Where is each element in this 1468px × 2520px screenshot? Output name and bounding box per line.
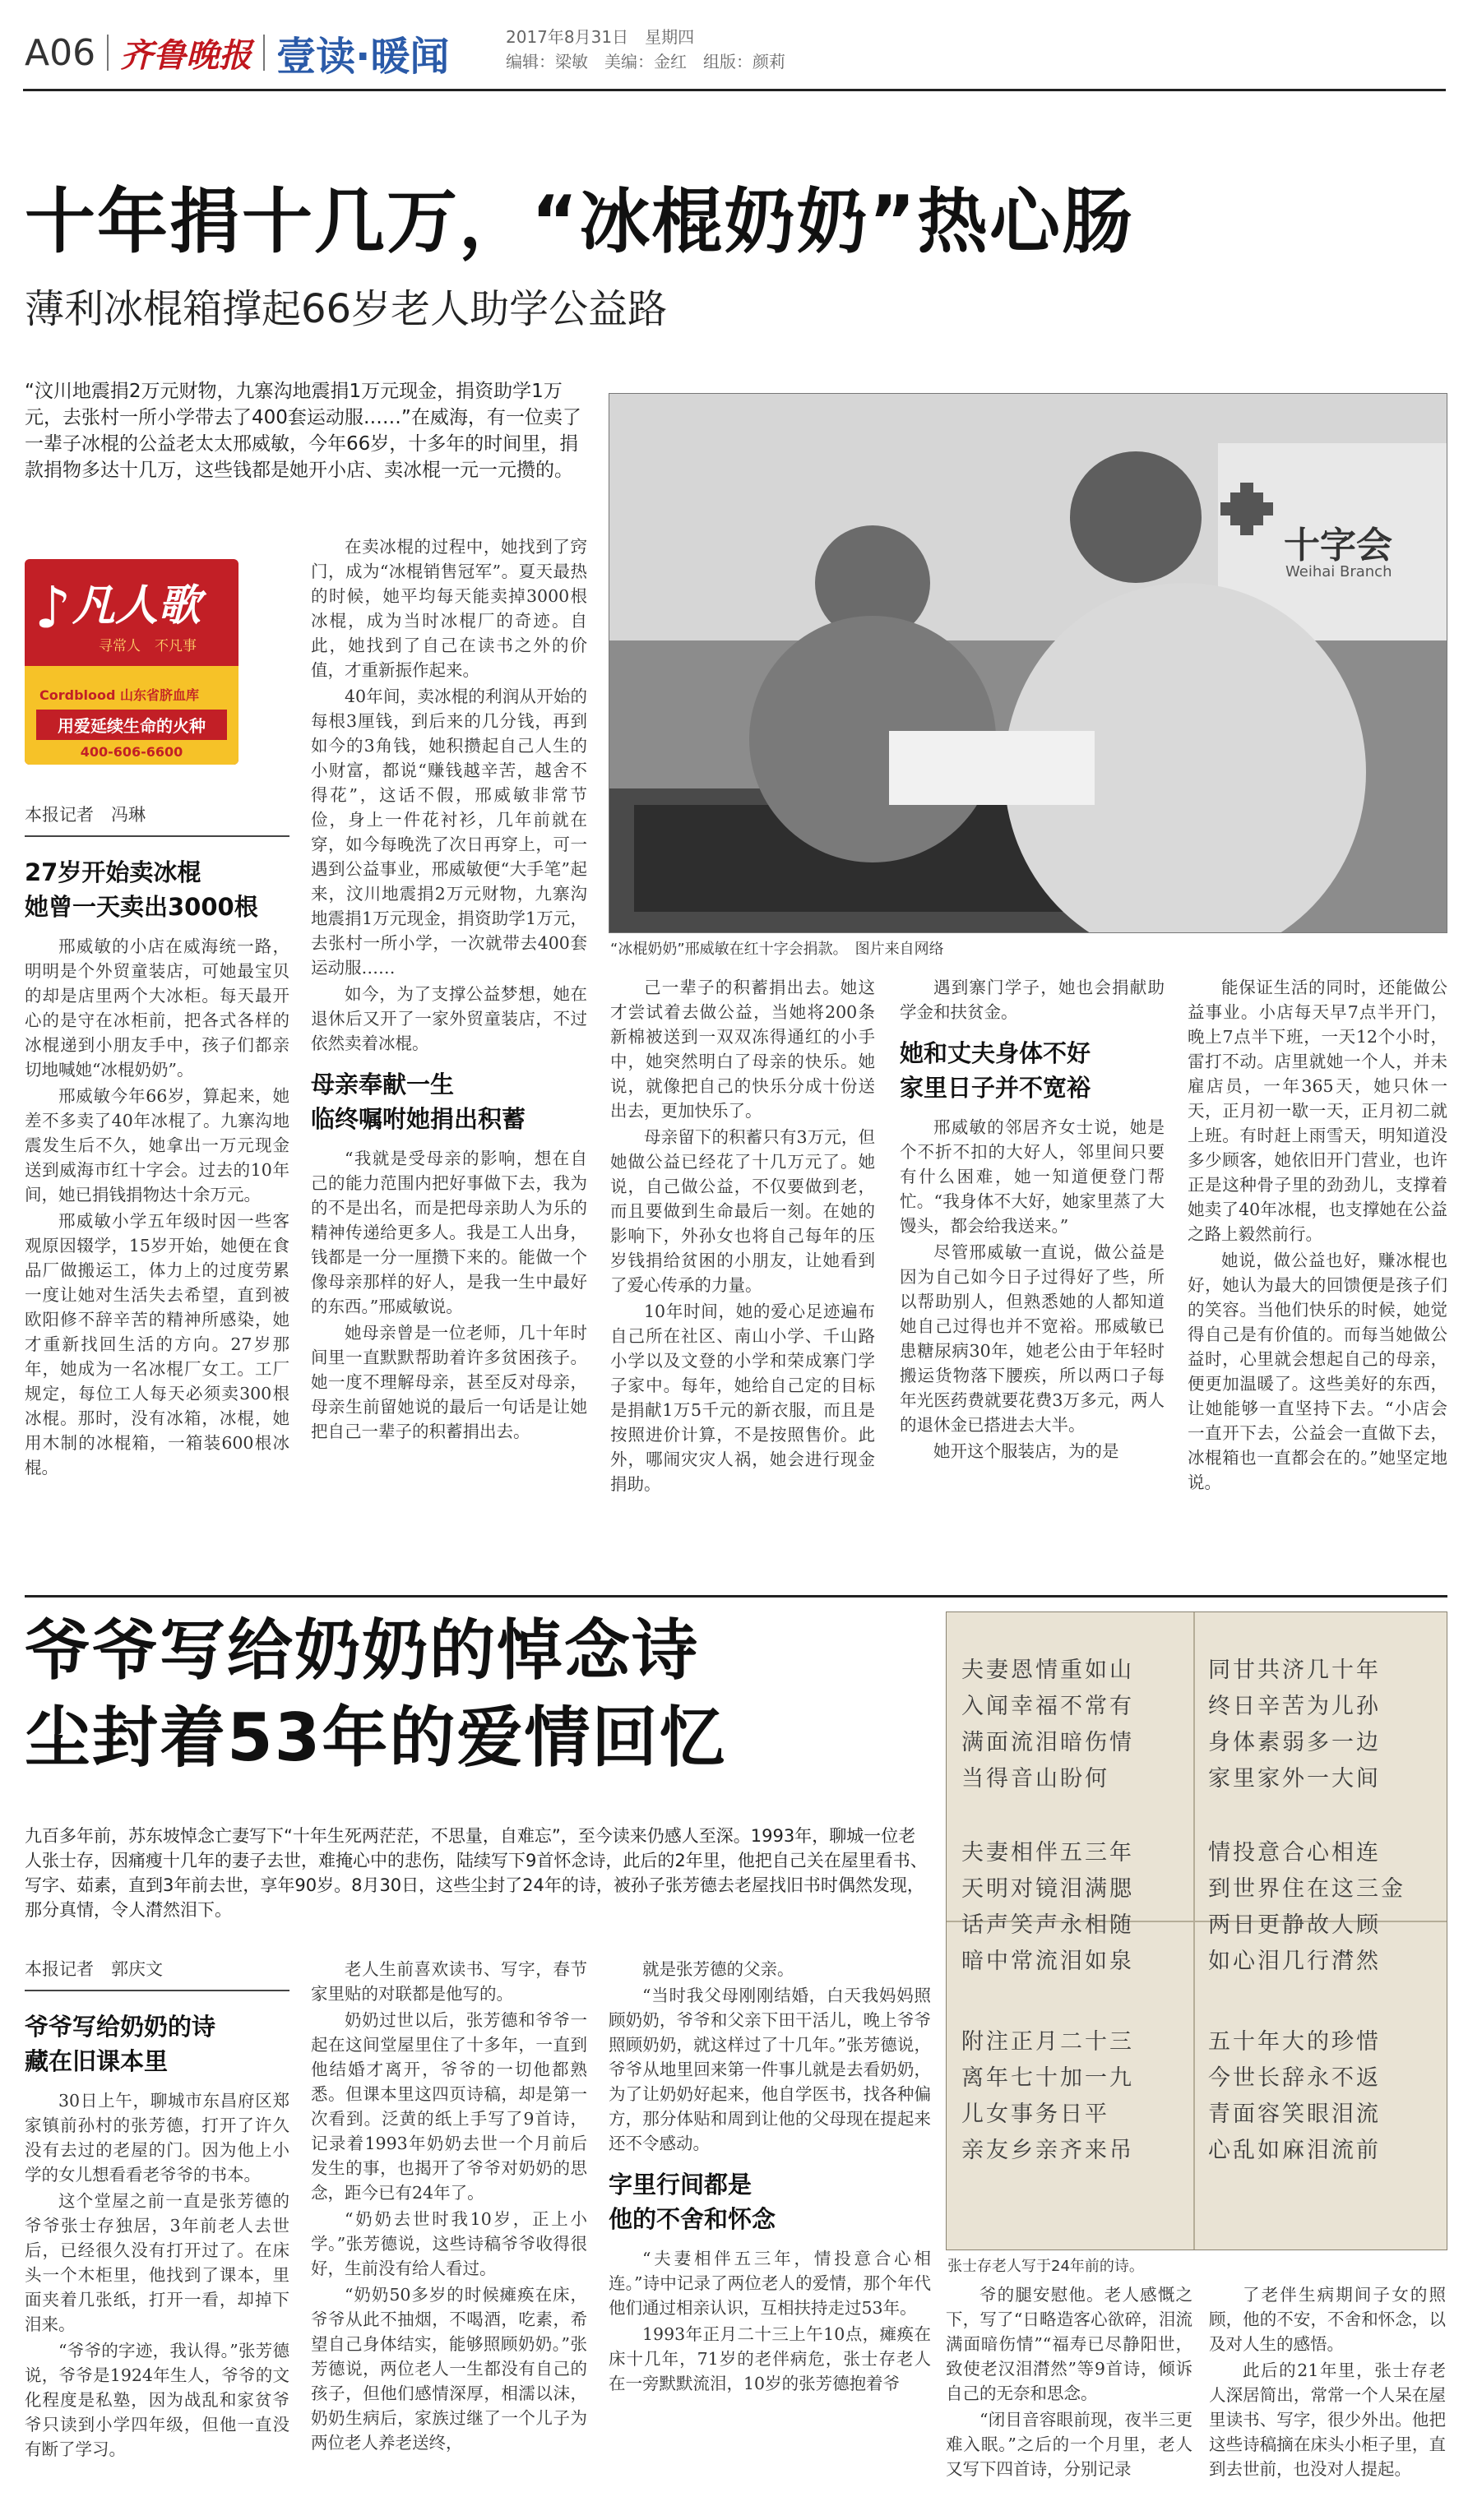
manuscript-line: 青面容笑眼泪流 (1208, 2102, 1381, 2127)
story1-crosshead-1: 27岁开始卖冰棍 她曾一天卖出3000根 (25, 858, 258, 921)
paragraph: 了老伴生病期间子女的照顾，他的不安，不舍和怀念，以及对人生的感悟。 (1209, 2285, 1446, 2354)
story2-crosshead-1: 爷爷写给奶奶的诗 藏在旧课本里 (25, 2013, 216, 2075)
paragraph: 在卖冰棍的过程中，她找到了窍门，成为“冰棍销售冠军”。夏天最热的时候，她平均每天能卖掉3000根冰棍，成为当时冰棍厂的奇迹。自此，她找到了自己在读书之外的价值，才重新振作起来。 (311, 537, 587, 680)
manuscript-line: 两日更静故人顾 (1208, 1912, 1381, 1938)
paragraph: 此后的21年里，张士存老人深居简出，常常一个人呆在屋里读书、写字，很少外出。他把这些诗稿摘在床头小柜子里，直到去世前，也没对人提起。 (1209, 2360, 1446, 2479)
photo-illustration (609, 394, 1447, 932)
manuscript-line: 情投意合心相连 (1208, 1840, 1381, 1866)
story1-crosshead-3: 她和丈夫身体不好 家里日子并不宽裕 (900, 1039, 1091, 1102)
story2-byline: 本报记者 郭庆文 (25, 1957, 289, 1991)
manuscript-line: 天明对镜泪满腮 (961, 1876, 1134, 1902)
manuscript-line: 暗中常流泪如泉 (961, 1949, 1134, 1974)
manuscript-caption: 张士存老人写于24年前的诗。 (947, 2258, 1144, 2275)
story-divider (25, 1595, 1447, 1598)
story2-column-4 (946, 2282, 1192, 2481)
paragraph: “奶奶50多岁的时候瘫痪在床，爷爷从此不抽烟，不喝酒，吃素，希望自己身体结实，能够照顾奶奶。”张芳德说，两位老人一生都没有自己的孩子，但他们感情深厚，相濡以沫，奶奶生病后，家族过继了一个儿子为两位老人养老送终， (311, 2285, 587, 2453)
paragraph: 己一辈子的积蓄捐出去。她这才尝试着去做公益，当她将200条新棉被送到一双双冻得通红的小手中，她突然明白了母亲的快乐。她说，就像把自己的快乐分成十份送出去，更加快乐了。 (610, 978, 875, 1121)
paragraph: 遇到寨门学子，她也会捐献助学金和扶贫金。 (900, 978, 1165, 1022)
ad-phone: 400-606-6600 (80, 744, 183, 760)
paragraph: 邢威敏的邻居齐女士说，她是个不折不扣的大好人，邻里间只要有什么困难，她一知道便登门帮忙。“我身体不大好，她家里蒸了大馒头，都会给我送来。” (900, 1117, 1165, 1236)
ad-slogan: 用爱延续生命的火种 (36, 710, 227, 740)
paragraph: “闭目音容眼前现，夜半三更难入眠。”之后的一个月里，老人又写下四首诗，分别记录 (946, 2410, 1192, 2479)
manuscript-line: 亲友乡亲齐来吊 (961, 2138, 1134, 2163)
paragraph: 能保证生活的同时，还能做公益事业。小店每天早7点半开门，晚上7点半下班，一天12个小时，雷打不动。店里就她一个人，并未雇店员，一年365天，她只休一天，正月初一歇一天，正月初二就上班。有时赶上雨雪天，明知道没多少顾客，她依旧开门营业，也许正是这种骨子里的劲劲儿，支撑着她卖了40年冰棍，也支撑她在公益之路上毅然前行。 (1188, 978, 1447, 1244)
paragraph: 30日上午，聊城市东昌府区郑家镇前孙村的张芳德，打开了许久没有去过的老屋的门。因为他上小学的女儿想看看老爷爷的书本。 (25, 2091, 289, 2185)
manuscript-line: 当得音山盼何 (961, 1766, 1109, 1792)
ad-title: 凡人歌 (72, 580, 201, 631)
paragraph: 邢威敏小学五年级时因一些客观原因辍学，15岁开始，她便在食品厂做搬运工，体力上的过度劳累一度让她对生活失去希望，直到被欧阳修不辞辛苦的精神所感染，她才重新找回生活的方向。27岁那年，她成为一名冰棍厂女工。工厂规定，每位工人每天必须卖300根冰棍。那时，没有冰箱，冰棍，她用木制的冰棍箱，一箱装600根冰棍。 (25, 1211, 289, 1477)
paragraph: “我就是受母亲的影响，想在自己的能力范围内把好事做下去，我为的不是出名，而是把母亲助人为乐的精神传递给更多人。我是工人出身，钱都是一分一厘攒下来的。能做一个像母亲那样的好人，是我一生中最好的东西。”邢威敏说。 (311, 1149, 587, 1316)
story2-column-1 (25, 1957, 289, 2462)
story1-column-3 (610, 975, 875, 1496)
manuscript-line: 到世界住在这三金 (1208, 1876, 1405, 1902)
header-divider (107, 35, 109, 71)
story1-column-1 (25, 802, 289, 1480)
story2-column-2 (311, 1957, 587, 2455)
manuscript-line: 家里家外一大间 (1208, 1766, 1381, 1792)
editor-credits: 编辑：梁敏 美编：金红 组版：颜莉 (506, 52, 785, 72)
paragraph: 爷的腿安慰他。老人感慨之下，写了“日略造客心欲碎，泪流满面暗伤情”“福寿已尽静阳世，致使老汉泪潸然”等9首诗，倾诉自己的无奈和思念。 (946, 2285, 1192, 2403)
page-number: A06 (25, 31, 96, 74)
story2-headline-line2: 尘封着53年的爱情回忆 (25, 1699, 727, 1776)
music-note-icon: ♪ (35, 574, 72, 641)
header-meta (506, 25, 785, 74)
manuscript-line: 离年七十加一九 (961, 2065, 1134, 2091)
paragraph: 就是张芳德的父亲。 (642, 1959, 794, 1979)
story2-column-3 (609, 1957, 931, 2396)
manuscript-line: 五十年大的珍惜 (1208, 2029, 1381, 2055)
paper-fold (1193, 1612, 1195, 2250)
manuscript-line: 满面流泪暗伤情 (961, 1730, 1134, 1755)
newspaper-logo: 齐鲁晚报 (120, 35, 252, 75)
story1-crosshead-2: 母亲奉献一生 临终嘱咐她捐出积蓄 (311, 1070, 526, 1133)
photo-sign-english: Weihai Branch (1285, 563, 1392, 580)
page-header (25, 20, 449, 86)
header-rule (23, 89, 1446, 91)
manuscript-line: 今世长辞永不返 (1208, 2065, 1381, 2091)
manuscript-line: 如心泪几行潸然 (1208, 1949, 1381, 1974)
manuscript-line: 儿女事务日平 (961, 2102, 1109, 2127)
paragraph: 她说，做公益也好，赚冰棍也好，她认为最大的回馈便是孩子们的笑容。当他们快乐的时候，她觉得自己是有价值的。而每当她做公益时，心里就会想起自己的母亲，便更加温暖了。这些美好的东西，让她能够一直坚持下去。“小店会一直开下去，公益会一直做下去，冰棍箱也一直都会在的。”她坚定地说。 (1188, 1251, 1447, 1492)
paragraph: 10年时间，她的爱心足迹遍布自己所在社区、南山小学、千山路小学以及文登的小学和荣成寨门学子家中。每年，她给自己定的目标是捐献1万5千元的新衣服，而且是按照进价计算，不是按照售价。此外，哪闹灾灾人祸，她会进行现金捐助。 (610, 1302, 875, 1494)
manuscript-line: 附注正月二十三 (961, 2029, 1134, 2055)
paragraph: 她母亲曾是一位老师，几十年时间里一直默默帮助着许多贫困孩子。她一度不理解母亲，甚至反对母亲，母亲生前留她说的最后一句话是让她把自己一辈子的积蓄捐出去。 (311, 1323, 587, 1441)
ad-tagline: 寻常人 不凡事 (99, 638, 197, 654)
manuscript-line: 话声笑声永相随 (961, 1912, 1134, 1938)
issue-date: 2017年8月31日 星期四 (506, 27, 695, 47)
story1-byline: 本报记者 冯琳 (25, 802, 289, 837)
ad-brand: Cordblood 山东省脐血库 (39, 687, 200, 703)
paragraph: 1993年正月二十三上午10点，瘫痪在床十几年，71岁的老伴病危，张士存老人在一旁默默流泪，10岁的张芳德抱着爷 (609, 2324, 931, 2393)
paragraph: “奶奶去世时我10岁，正上小学。”张芳德说，这些诗稿爷爷收得很好，生前没有给人看过。 (311, 2209, 587, 2278)
paragraph: 母亲留下的积蓄只有3万元，但她做公益已经花了十几万元了。她说，自己做公益，不仅要做到老，而且要做到生命最后一刻。在她的影响下，外孙女也将自己每年的压岁钱捐给贫困的小朋友，让她看到了爱心传承的力量。 (610, 1127, 875, 1295)
story1-subhead: 薄利冰棍箱撑起66岁老人助学公益路 (25, 286, 668, 332)
paragraph: “夫妻相伴五三年，情投意合心相连。”诗中记录了两位老人的爱情，那个年代他们通过相亲认识，互相扶持走过53年。 (609, 2249, 931, 2318)
paragraph: 如今，为了支撑公益梦想，她在退休后又开了一家外贸童装店，不过依然卖着冰棍。 (311, 984, 587, 1053)
story2-headline-line1: 爷爷写给奶奶的悼念诗 (25, 1612, 699, 1689)
story1-column-2 (311, 534, 587, 1444)
ad-banner (25, 559, 238, 765)
paragraph: 40年间，卖冰棍的利润从开始的每根3厘钱，到后来的几分钱，再到如今的3角钱，她积攒起自己人生的小财富，都说“赚钱越辛苦，越舍不得花”，这话不假，邢威敏非常节俭，身上一件花衬衫，几年前就在穿，如今每晚洗了次日再穿上，可一遇到公益事业，邢威敏便“大手笔”起来，汶川地震捐2万元财物，九寨沟地震捐1万元现金，捐资助学1万元，去张村一所小学，一次就带去400套运动服…… (311, 687, 587, 978)
paragraph: “爷爷的字迹，我认得。”张芳德说，爷爷是1924年生人，爷爷的文化程度是私塾，因为战乱和家贫爷爷只读到小学四年级，但他一直没有断了学习。 (25, 2341, 289, 2459)
paragraph: 奶奶过世以后，张芳德和爷爷一起在这间堂屋里住了十多年，一直到他结婚才离开，爷爷的一切他都熟悉。但课本里这四页诗稿，却是第一次看到。泛黄的纸上手写了9首诗，记录着1993年奶奶去世一个月前后发生的事，也揭开了爷爷对奶奶的思念，距今已有24年了。 (311, 2010, 587, 2203)
manuscript-line: 入闻幸福不常有 (961, 1694, 1134, 1719)
header-divider (263, 35, 265, 71)
story1-column-4 (900, 975, 1165, 1463)
story1-column-5 (1188, 975, 1447, 1495)
manuscript-line: 身体素弱多一边 (1208, 1730, 1381, 1755)
paragraph: 她开这个服装店，为的是 (933, 1441, 1119, 1461)
section-title: 壹读·暖闻 (276, 33, 450, 80)
story1-photo (609, 393, 1447, 933)
manuscript-line: 夫妻相伴五三年 (961, 1840, 1134, 1866)
manuscript-line: 心乱如麻泪流前 (1208, 2138, 1381, 2163)
manuscript-line: 同甘共济几十年 (1208, 1658, 1381, 1683)
story2-lede: 九百多年前，苏东坡悼念亡妻写下“十年生死两茫茫，不思量，自难忘”，至今读来仍感人至深。1993年，聊城一位老人张士存，因痛瘦十几年的妻子去世，难掩心中的悲伤，陆续写下9首怀念诗，此后的2年里，他把自己关在屋里看书、写字、茹素，直到3年前去世，享年90岁。8月30日，这些尘封了24年的诗，被孙子张芳德去老屋找旧书时偶然发现，那分真情，令人潸然泪下。 (25, 1826, 928, 1920)
paragraph: 这个堂屋之前一直是张芳德的爷爷张士存独居，3年前老人去世后，已经很久没有打开过了。在床头一个木柜里，他找到了课本，里面夹着几张纸，打开一看，却掉下泪来。 (25, 2191, 289, 2334)
story1-headline: 十年捐十几万，“冰棍奶奶”热心肠 (25, 181, 1135, 263)
story1-lede: “汶川地震捐2万元财物，九寨沟地震捐1万元现金，捐资助学1万元，去张村一所小学带去了400套运动服……”在威海，有一位卖了一辈子冰棍的公益老太太邢威敏，今年66岁，十多年的时间里，捐款捐物多达十几万，这些钱都是她开小店、卖冰棍一元一元攒的。 (25, 381, 581, 481)
manuscript-line: 终日辛苦为儿孙 (1208, 1694, 1381, 1719)
manuscript-line: 夫妻恩情重如山 (961, 1658, 1134, 1683)
manuscript-photo (946, 1611, 1447, 2250)
story1-photo-caption: “冰棍奶奶”邢威敏在红十字会捐款。 图片来自网络 (610, 941, 944, 958)
photo-sign-text: 十字会 (1284, 525, 1392, 566)
paragraph: 老人生前喜欢读书、写字，春节家里贴的对联都是他写的。 (311, 1959, 587, 2004)
paragraph: 邢威敏的小店在威海统一路，明明是个外贸童装店，可她最宝贝的却是店里两个大冰柜。每天最开心的是守在冰柜前，把各式各样的冰棍递到小朋友手中，孩子们都亲切地喊她“冰棍奶奶”。 (25, 936, 289, 1080)
paragraph: “当时我父母刚刚结婚，白天我妈妈照顾奶奶，爷爷和父亲下田干活儿，晚上爷爷照顾奶奶，就这样过了十几年。”张芳德说，爷爷从地里回来第一件事儿就是去看奶奶，为了让奶奶好起来，他自学医书，找各种偏方，那分体贴和周到让他的父母现在提起来还不令感动。 (609, 1986, 931, 2153)
paragraph: 尽管邢威敏一直说，做公益是因为自己如今日子过得好了些，所以帮助别人，但熟悉她的人都知道她自己过得也并不宽裕。邢威敏已患糖尿病30年，她老公由于年轻时搬运货物落下腰疾，所以两口子每年光医药费就要花费3万多元，两人的退休金已搭进去大半。 (900, 1242, 1165, 1435)
paragraph: 邢威敏今年66岁，算起来，她差不多卖了40年冰棍了。九寨沟地震发生后不久，她拿出一万元现金送到威海市红十字会。过去的10年间，她已捐钱捐物达十余万元。 (25, 1086, 289, 1205)
story2-crosshead-2: 字里行间都是 他的不舍和怀念 (609, 2171, 776, 2233)
story2-column-5 (1209, 2282, 1446, 2481)
